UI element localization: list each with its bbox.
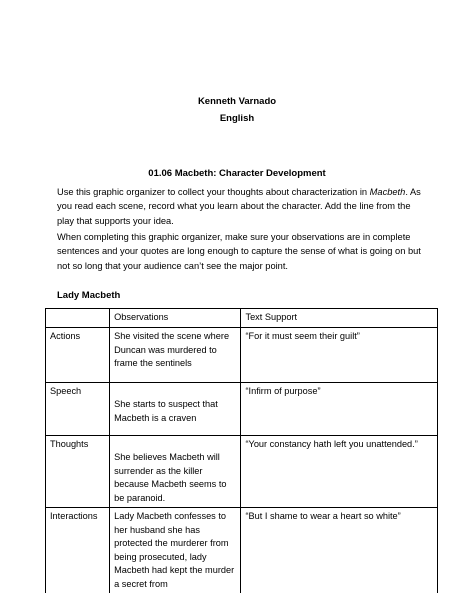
- observation-text: She starts to suspect that Macbeth is a craven: [114, 399, 218, 423]
- intro-text-start: Use this graphic organizer to collect your thoughts about characterization in: [57, 187, 370, 197]
- observation-cell: She visited the scene where Duncan was murdered to frame the sentinels: [110, 328, 241, 383]
- assignment-title: 01.06 Macbeth: Character Development: [148, 168, 326, 179]
- header-cell-observations: Observations: [110, 309, 241, 328]
- intro-paragraph: [57, 185, 422, 228]
- support-cell: “Infirm of purpose”: [241, 383, 438, 436]
- observation-text: She believes Macbeth will surrender as the killer because Macbeth seems to be paranoid.: [114, 452, 227, 503]
- row-label: Interactions: [46, 508, 110, 594]
- instructions-paragraph: When completing this graphic organizer, make sure your observations are in complete sentences and your quotes are long enough to capture the sense of what is going on but not so long that your audience can’t see the major point.: [57, 232, 421, 271]
- row-label: Thoughts: [46, 436, 110, 508]
- observation-cell: [110, 436, 241, 508]
- row-label: Speech: [46, 383, 110, 436]
- header-cell-text-support: Text Support: [241, 309, 438, 328]
- subject-name: English: [219, 113, 255, 124]
- intro-text-end: . As you read each scene, record what you learn about the character. Add the line from the play that supports your idea.: [57, 187, 421, 226]
- support-cell: “But I shame to wear a heart so white”: [241, 508, 438, 594]
- character-organizer-table: [45, 308, 438, 593]
- support-cell: “Your constancy hath left you unattended.”: [241, 436, 438, 508]
- support-cell: “For it must seem their guilt”: [241, 328, 438, 383]
- header-cell-blank: [46, 309, 110, 328]
- observation-cell: Lady Macbeth confesses to her husband she has protected the murderer from being prosecuted, lady Macbeth had kept the murder a secret from: [110, 508, 241, 594]
- observation-cell: [110, 383, 241, 436]
- table-row-thoughts: [46, 436, 438, 508]
- section-heading: Lady Macbeth: [57, 290, 121, 301]
- row-label: Actions: [46, 328, 110, 383]
- table-row-speech: [46, 383, 438, 436]
- play-title: Macbeth: [369, 187, 406, 197]
- student-name: Kenneth Varnado: [197, 96, 277, 107]
- cell-spacer: [114, 438, 236, 451]
- table-row-interactions: [46, 508, 438, 594]
- table-header-row: [46, 309, 438, 328]
- table-row-actions: [46, 328, 438, 383]
- cell-spacer: [114, 385, 236, 398]
